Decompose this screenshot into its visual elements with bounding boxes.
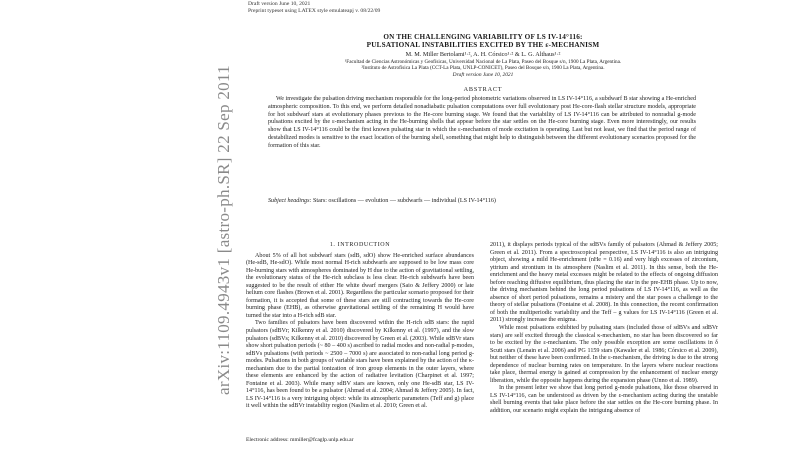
preprint-header: Preprint typeset using LATEX style emulateapj v. 08/22/09: [248, 8, 381, 14]
footnote-email: Electronic address: mmiller@fcaglp.unlp.edu.ar: [246, 437, 354, 443]
affiliation-2: ²Instituto de Astrofísica La Plata (CCT-La Plata, UNLP-CONICET), Paseo del Bosque s/n, 1900 La Plata, Argentina.: [361, 65, 605, 72]
authors: M. M. Miller Bertolami¹·², A. H. Córsico¹·² & L. G. Althaus¹·²: [405, 51, 561, 58]
subject-headings: [268, 198, 696, 206]
abstract-heading: ABSTRACT: [463, 86, 503, 93]
affiliation-1: ¹Facultad de Ciencias Astronómicas y Geofísicas, Universidad Nacional de La Plata, Paseo del Bosque s/n, 1900 La Plata, Argentina.: [344, 59, 622, 65]
abstract-body: [268, 96, 696, 151]
section-heading-introduction: 1. INTRODUCTION: [329, 242, 391, 248]
subject-label: Subject headings:: [268, 198, 312, 204]
title-line-2: PULSATIONAL INSTABILITIES EXCITED BY THE ε-MECHANISM: [366, 41, 600, 50]
paper-title: [248, 33, 718, 50]
paragraph: In the present letter we show that long period g-mode pulsations, like those observed in LS IV-14°116, can be understood as driven by the ε-mechanism acting during the unstable shell burning events that take place before the star settles on the He-core burning phase. In addition, our scenario might explain the intriguing absence of: [490, 385, 718, 415]
arxiv-stamp: [204, 65, 244, 395]
paragraph: 2011), it displays periods typical of the sdBVs family of pulsators (Ahmad & Jeffery 2005; Green et al. 2011). From a spectroscopical perspective, LS IV-14°116 is also an intriguing object, showing a mild He-enrichment (nHe = 0.16) and very high excesses of zirconium, yttrium and strontium in its atmosphere (Naslim et al. 2011). In this sense, both the He-enrichment and the heavy metal excesses might be related to the effects of ongoing diffusion before reaching diffusive equilibrium, thus placing the star in the pre-EHB phase. Up to now, the driving mechanism behind the long period pulsations of LS IV-14°116, as well as the absence of short period pulsations, remains a mistery and the star poses a challenge to the theory of stellar pulsations (Fontaine et al. 2008). In this connection, the recent confirmation of both the multiperiodic variability and the Teff – g values for LS IV-14°116 (Green et al. 2011) strongly increase the enigma.: [490, 242, 718, 324]
affiliations: [248, 59, 718, 71]
subject-text: Stars: oscillations — evolution — subdwarfs — individual (LS IV-14°116): [311, 198, 496, 204]
draft-version-header: Draft version June 10, 2021: [248, 1, 311, 7]
arxiv-stamp-text: arXiv:1109.4943v1 [astro-ph.SR] 22 Sep 2011: [214, 65, 233, 395]
right-column: [490, 242, 718, 416]
paragraph: Two families of pulsators have been discovered within the H-rich sdB stars: the rapid pulsators (sdBVr; Kilkenny et al. 2010) discovered by Kilkenny et al. (1997), and the slow pulsators (sdBVs; Kilkenny et al. 2010) discovered by Green et al. (2003). While sdBVr stars show short pulsation periods (~ 80 – 400 s) ascribed to radial modes and non-radial p-modes, sdBVs pulsations (with periods ~ 2500 – 7000 s) are associated to non-radial long period g-modes. Pulsations in both groups of variable stars have been explained by the action of the κ-mechanism due to the partial ionization of iron group elements in the outer layers, where these elements are enhanced by the action of radiative levitation (Charpinet et al. 1997; Fontaine et al. 2003). While many sdBV stars are known, only one He-sdB star, LS IV-14°116, has been found to be a pulsator (Ahmad et al. 2004; Ahmad & Jeffery 2005). In fact, LS IV-14°116 is a very intriguing object: while its atmospheric parameters (Teff and g) place it well within the sdBVr instability region (Naslim et al. 2010; Green et al.: [246, 320, 474, 410]
left-column: [246, 242, 474, 411]
paragraph: About 5% of all hot subdwarf stars (sdB, sdO) show He-enriched surface abundances (He-sdB, He-sdO). While most normal H-rich subdwarfs are supposed to be low mass core He-burning stars with atmospheres dominated by H due to the action of gravitational settling, the evolutionary status of the He-rich subclass is less clear. He-rich subdwarfs have been suggested to be the result of either He white dwarf mergers (Saio & Jeffery 2000) or late helium core flashes (Brown et al. 2001). Regardless the particular scenario proposed for their formation, it is accepted that some of these stars are still contracting towards the He-core burning phase (EHB), as otherwise gravitational settling of the remaining H would have turned the star into a H-rich sdB star.: [246, 252, 474, 319]
paragraph: While most pulsations exhibited by pulsating stars (included those of sdBVs and sdBVr stars) are self excited through the classical κ-mechanism, no star has been discovered so far to be excited by the ε-mechanism. The only possible exception are some oscillations in δ Scuti stars (Lenain et al. 2006) and PG 1159 stars (Kawaler et al. 1986; Córsico et al. 2009), but neither of these have been confirmed. In the ε-mechanism, the driving is due to the strong dependence of nuclear burning rates on temperature. In the layers where nuclear reactions take place, thermal energy is gained at compression by the enhancement of nuclear energy liberation, while the opposite happens during the expansion phase (Unno et al. 1989).: [490, 325, 718, 384]
abstract-text: We investigate the pulsation driving mechanism responsible for the long-period photometric variations observed in LS IV-14°116, a subdwarf B star showing a He-enriched atmospheric composition. To this end, we perform detailed nonadiabatic pulsation computations over full evolutionary post He-core-flash stellar structure models, appropriate for hot subdwarf stars at evolutionary phases previous to the He-core burning stage. We found that the variability of LS IV-14°116 can be attributed to nonradial g-mode pulsations excited by the ε-mechanism acting in the He-burning shells that appear before the star settles on the He-core burning stage. Even more interestingly, our results show that LS IV-14°116 could be the first known pulsating star in which the ε-mechanism of mode excitation is operating. Last but not least, we find that the period range of destabilized modes is sensitive to the exact location of the burning shell, something that might help to distinguish between the different evolutionary scenarios proposed for the formation of this star.: [268, 96, 696, 149]
title-line-1: ON THE CHALLENGING VARIABILITY OF LS IV-14°116:: [383, 33, 583, 41]
draft-date: Draft version June 10, 2021: [452, 72, 514, 78]
